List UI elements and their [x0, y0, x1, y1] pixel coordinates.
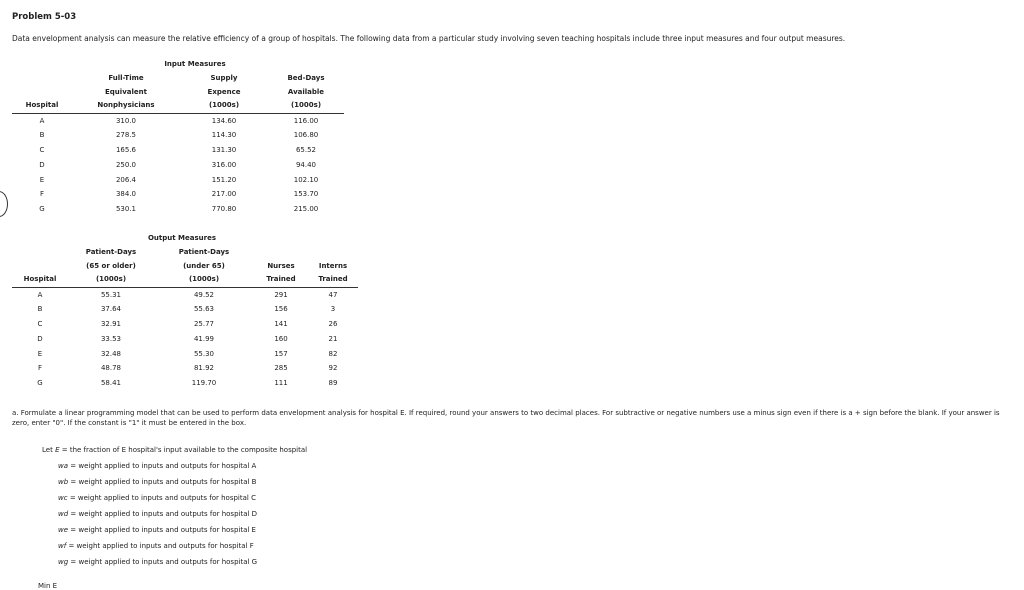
value-cell: 141 [274, 320, 288, 329]
value-cell: 65.52 [295, 146, 317, 155]
weight-variable: wd [58, 510, 69, 518]
hospital-cell: G [37, 379, 43, 388]
input-measures-table [12, 72, 344, 217]
value-cell: 316.00 [211, 160, 237, 169]
part-a-text: Formulate a linear programming model that can be used to perform data envelopment analysis for hospital E. If required, round your answers to two decimal places. For subtractive or negative numbers use a minus sign even if there is a + sign before the blank. If your answer is zero, enter "0". If the constant is "1" it must be entered in the box. [12, 409, 1000, 427]
value-cell: 770.80 [211, 205, 237, 214]
value-cell: 156 [274, 305, 288, 314]
column-header [308, 246, 358, 260]
weight-text: = weight applied to inputs and outputs for hospital F [68, 542, 254, 550]
weight-definition-wd [58, 510, 257, 518]
objective-start: Min E [38, 582, 58, 590]
hospital-cell: E [37, 349, 43, 358]
column-header: Bed-Days [287, 74, 325, 82]
value-cell: 215.00 [293, 205, 319, 214]
value-cell: 157 [274, 349, 288, 358]
value-cell: 33.53 [100, 334, 122, 343]
value-cell: 55.63 [193, 305, 215, 314]
column-header: Nonphysicians [72, 99, 180, 113]
column-header [12, 86, 72, 100]
weight-definition-wc [58, 494, 256, 502]
output-table-row [12, 332, 358, 347]
problem-intro: Data envelopment analysis can measure the relative efficiency of a group of hospitals. The following data from a particular study involving seven teaching hospitals include three input measures and four output measures. [12, 34, 846, 43]
value-cell: 82 [328, 349, 338, 358]
column-header: Interns [318, 261, 348, 270]
column-header: Expence [207, 87, 241, 96]
value-cell: 530.1 [115, 205, 137, 214]
hospital-cell: F [37, 364, 43, 373]
hospital-cell: D [39, 160, 45, 169]
column-header [254, 246, 308, 260]
weight-text: = weight applied to inputs and outputs for hospital E [70, 526, 256, 534]
value-cell: 41.99 [193, 334, 215, 343]
column-header: Full-Time [108, 74, 144, 82]
header-row [12, 99, 344, 113]
value-cell: 160 [274, 334, 288, 343]
let-prefix: Let [42, 446, 53, 454]
weight-text: = weight applied to inputs and outputs for hospital B [70, 478, 257, 486]
let-variable: E [55, 446, 60, 454]
value-cell: 278.5 [115, 131, 137, 140]
input-table-row [12, 113, 344, 128]
column-header: Hospital [12, 99, 72, 113]
value-cell: 250.0 [115, 160, 137, 169]
value-cell: 89 [328, 379, 338, 388]
column-header: (1000s) [154, 273, 254, 287]
value-cell: 58.41 [100, 379, 122, 388]
column-header: Equivalent [105, 87, 147, 96]
let-definition [42, 446, 307, 454]
value-cell: 116.00 [293, 116, 319, 125]
output-table-row [12, 347, 358, 362]
collapse-arc-icon[interactable] [0, 191, 8, 217]
weight-variable: we [58, 526, 69, 534]
column-header: (1000s) [68, 273, 154, 287]
value-cell: 119.70 [191, 379, 217, 388]
value-cell: 291 [274, 290, 288, 299]
weight-definition-wb [58, 478, 256, 486]
column-header: Available [287, 87, 325, 96]
hospital-cell: A [39, 116, 45, 125]
weight-definition-we [58, 526, 256, 534]
value-cell: 102.10 [293, 175, 319, 184]
input-table-row [12, 128, 344, 143]
value-cell: 32.91 [100, 320, 122, 329]
column-header: (under 65) [183, 261, 225, 270]
hospital-cell: B [37, 305, 43, 314]
output-measures-label: Output Measures [147, 234, 216, 242]
part-a-label: a. [12, 409, 19, 417]
value-cell: 3 [330, 305, 336, 314]
input-table-row [12, 158, 344, 173]
header-row [12, 72, 344, 86]
value-cell: 384.0 [115, 190, 137, 199]
hospital-cell: B [39, 131, 45, 140]
value-cell: 47 [328, 290, 338, 299]
problem-title: Problem 5-03 [12, 12, 77, 22]
hospital-cell: C [39, 146, 45, 155]
value-cell: 21 [328, 334, 338, 343]
hospital-cell: A [37, 290, 43, 299]
column-header: (1000s) [180, 99, 268, 113]
value-cell: 206.4 [115, 175, 137, 184]
value-cell: 217.00 [211, 190, 237, 199]
weight-definition-wf [58, 542, 254, 550]
value-cell: 106.80 [293, 131, 319, 140]
column-header: Patient-Days [178, 248, 230, 256]
weight-text: = weight applied to inputs and outputs for hospital C [69, 494, 256, 502]
column-header: Supply [210, 74, 238, 82]
input-table-row [12, 187, 344, 202]
value-cell: 153.70 [293, 190, 319, 199]
header-row [12, 273, 358, 287]
hospital-cell: E [39, 175, 45, 184]
column-header [12, 72, 72, 86]
header-row [12, 246, 358, 260]
column-header: Trained [254, 273, 308, 287]
column-header [12, 246, 68, 260]
column-header: (1000s) [268, 99, 344, 113]
value-cell: 285 [274, 364, 288, 373]
hospital-cell: D [37, 334, 43, 343]
output-table-row [12, 317, 358, 332]
weight-text: = weight applied to inputs and outputs for hospital G [70, 558, 258, 566]
output-measures-table [12, 246, 358, 391]
value-cell: 49.52 [193, 290, 215, 299]
weight-variable: wg [58, 558, 69, 566]
weight-definition-wg [58, 558, 257, 566]
value-cell: 55.30 [193, 349, 215, 358]
hospital-cell: G [39, 205, 45, 214]
value-cell: 151.20 [211, 175, 237, 184]
hospital-cell: F [39, 190, 45, 199]
value-cell: 81.92 [193, 364, 215, 373]
value-cell: 94.40 [295, 160, 317, 169]
hospital-cell: C [37, 320, 43, 329]
weight-variable: wc [58, 494, 68, 502]
output-table-row [12, 302, 358, 317]
weight-variable: wf [58, 542, 67, 550]
output-table-row [12, 376, 358, 391]
weight-text: = weight applied to inputs and outputs for hospital D [70, 510, 258, 518]
column-header: Trained [308, 273, 358, 287]
input-measures-label: Input Measures [164, 60, 226, 68]
value-cell: 310.0 [115, 116, 137, 125]
value-cell: 131.30 [211, 146, 237, 155]
input-table-row [12, 143, 344, 158]
input-table-row [12, 173, 344, 188]
value-cell: 92 [328, 364, 338, 373]
header-row [12, 260, 358, 274]
column-header: (65 or older) [86, 261, 136, 270]
column-header: Hospital [12, 273, 68, 287]
weight-variable: wa [58, 462, 69, 470]
weight-definition-wa [58, 462, 256, 470]
value-cell: 48.78 [100, 364, 122, 373]
output-table-row [12, 287, 358, 302]
value-cell: 25.77 [193, 320, 215, 329]
value-cell: 37.64 [100, 305, 122, 314]
value-cell: 26 [328, 320, 338, 329]
value-cell: 134.60 [211, 116, 237, 125]
header-row [12, 86, 344, 100]
value-cell: 165.6 [115, 146, 137, 155]
input-table-row [12, 202, 344, 217]
value-cell: 114.30 [211, 131, 237, 140]
weight-variable: wb [58, 478, 69, 486]
column-header: Patient-Days [85, 248, 137, 256]
output-table-row [12, 361, 358, 376]
column-header: Nurses [267, 261, 295, 270]
weight-text: = weight applied to inputs and outputs for hospital A [70, 462, 257, 470]
value-cell: 32.48 [100, 349, 122, 358]
part-a-instructions [12, 408, 1017, 428]
value-cell: 111 [274, 379, 288, 388]
let-text: = the fraction of E hospital's input available to the composite hospital [61, 446, 308, 454]
value-cell: 55.31 [100, 290, 122, 299]
column-header [12, 260, 68, 274]
